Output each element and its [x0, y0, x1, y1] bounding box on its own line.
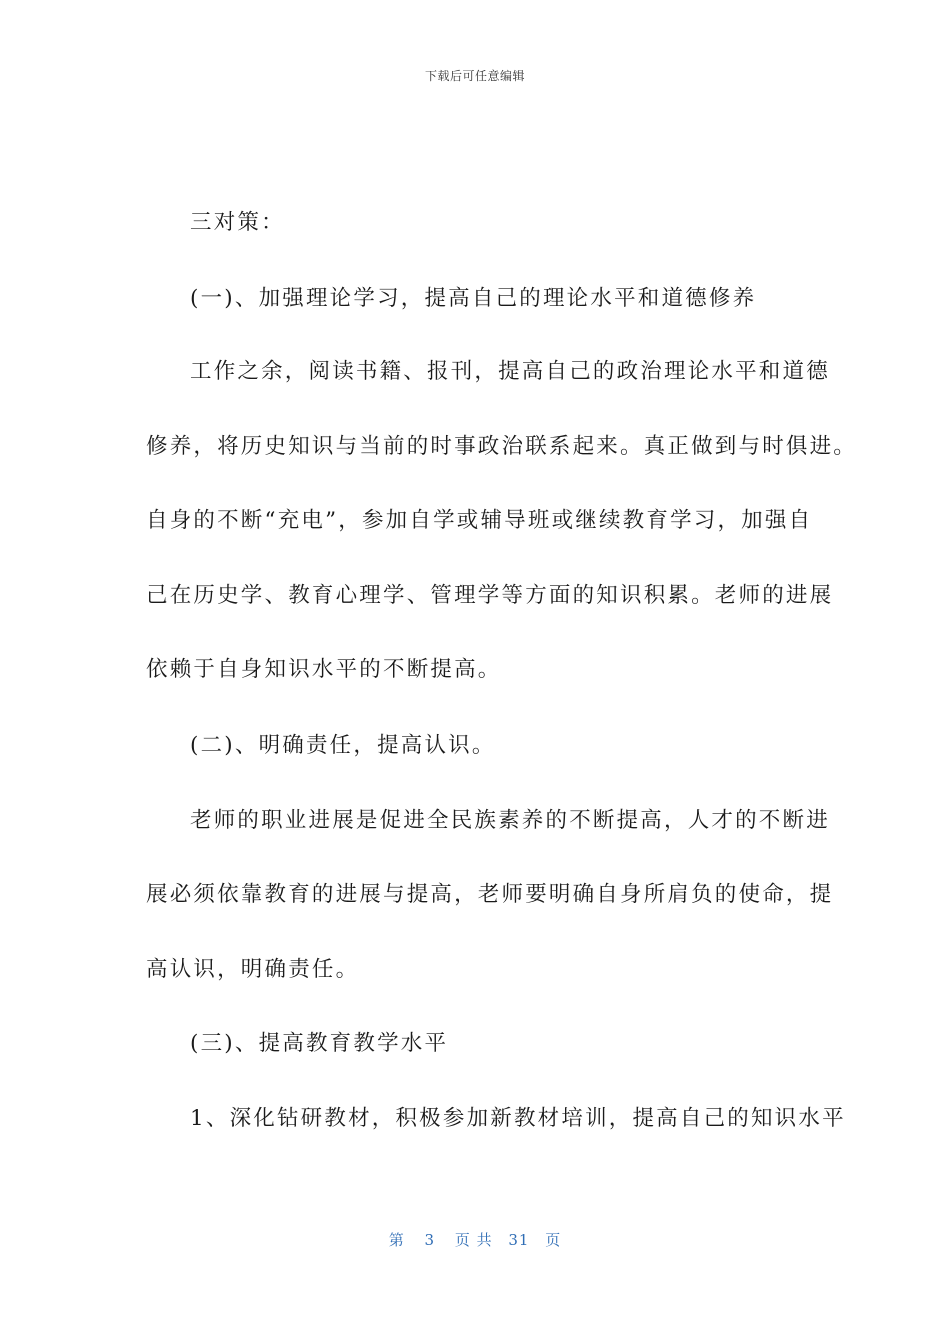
current-page-number: 3: [424, 1231, 436, 1249]
page-prefix: 第: [388, 1231, 405, 1249]
subsection-heading: (一)、加强理论学习，提高自己的理论水平和道德修养: [190, 286, 757, 311]
paragraph-line: 工作之余，阅读书籍、报刊，提高自己的政治理论水平和道德: [190, 359, 830, 384]
total-pages-number: 31: [508, 1231, 530, 1249]
page-footer: [0, 1229, 950, 1250]
paragraph-line: 依赖于自身知识水平的不断提高。: [146, 657, 502, 682]
subsection-heading: (二)、明确责任，提高认识。: [190, 733, 496, 758]
paragraph-line: 展必须依靠教育的进展与提高，老师要明确自身所肩负的使命，提: [146, 882, 834, 907]
page-suffix: 页: [545, 1231, 562, 1249]
paragraph-line: 1、深化钻研教材，积极参加新教材培训，提高自己的知识水平: [190, 1106, 846, 1131]
paragraph-line: 高认识，明确责任。: [146, 957, 360, 982]
page-header: 下载后可任意编辑: [424, 69, 525, 83]
paragraph-line: 自身的不断“充电”，参加自学或辅导班或继续教育学习，加强自: [146, 508, 813, 533]
section-heading: 三对策：: [190, 210, 285, 235]
paragraph-line: 己在历史学、教育心理学、管理学等方面的知识积累。老师的进展: [146, 583, 834, 608]
page-mid: 页 共: [454, 1231, 493, 1249]
paragraph-line: 修养，将历史知识与当前的时事政治联系起来。真正做到与时俱进。: [146, 434, 858, 459]
subsection-heading: (三)、提高教育教学水平: [190, 1031, 449, 1056]
paragraph-line: 老师的职业进展是促进全民族素养的不断提高，人才的不断进: [190, 808, 830, 833]
